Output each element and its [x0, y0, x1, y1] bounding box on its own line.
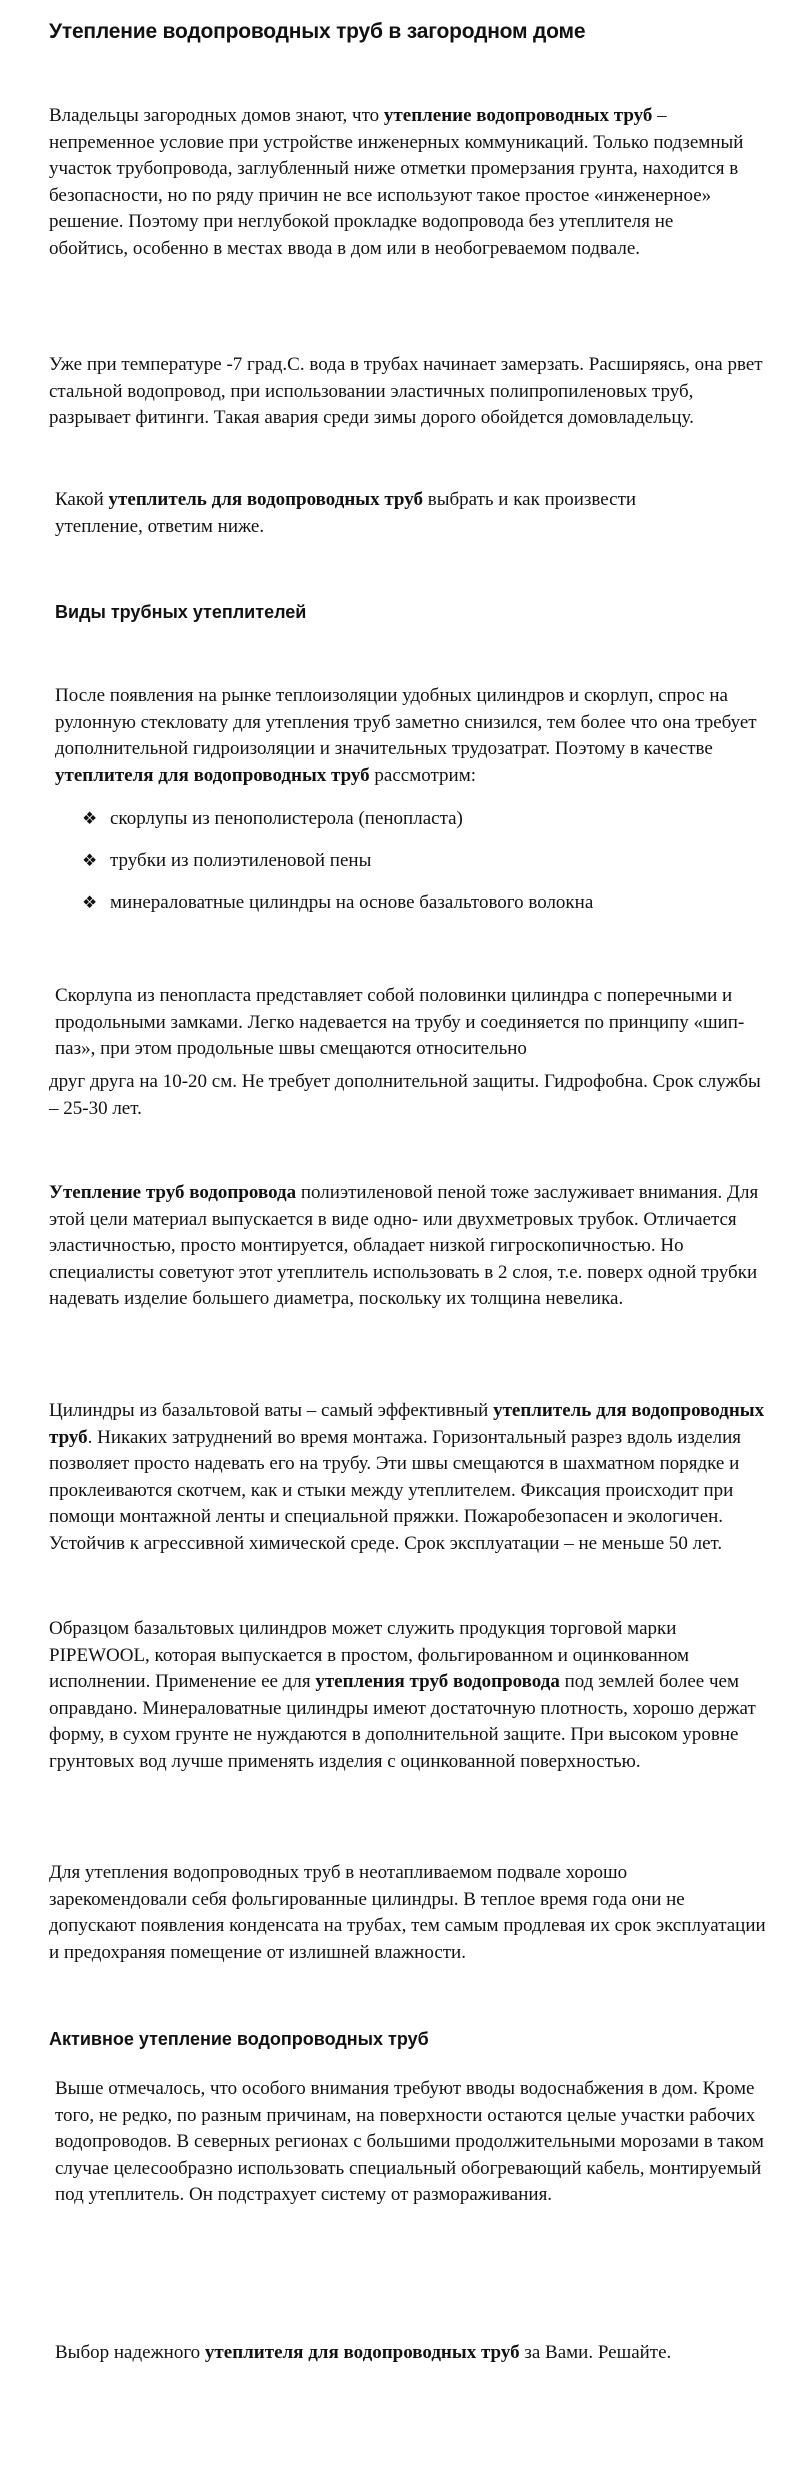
conclusion-text-end: за Вами. Решайте. — [519, 2342, 672, 2363]
pipewool-text-end: под землей более чем оправдано. Минераловатные цилиндры имеют достаточную плотность, хорошо держат форму, в сухом грунте не нуждаются в дополнительной защите. При высоком уровне грунтовых вод лучше применять изделия с оцинкованной поверхностью. — [49, 1671, 756, 1772]
pipewool-text-start: Образцом базальтовых цилиндров может служить продукция торговой марки PIPEWOOL, которая выпускается в простом, фольгированном и оцинкованном исполнении. Применение ее для — [49, 1618, 690, 1693]
foam-shell-paragraph: Скорлупа из пенопласта представляет собой половинки цилиндра с поперечными и продольными замками. Легко надевается на трубу и соединяется по принципу «шип-паз», при этом продольные швы смещаются относительно — [55, 985, 745, 1060]
basement-paragraph: Для утепления водопроводных труб в неотапливаемом подвале хорошо зарекомендовали себя фольгированные цилиндры. В теплое время года они не допускают появления конденсата на трубах, тем самым продлевая их срок эксплуатации и предохраняя помещение от излишней влажности. — [49, 1862, 766, 1963]
intro-paragraph — [49, 103, 749, 263]
types-intro-paragraph — [55, 683, 775, 789]
section-heading-active: Активное утепление водопроводных труб — [49, 2029, 429, 2049]
foam-shell-paragraph-continued: друг друга на 10-20 см. Не требует дополнительной защиты. Гидрофобна. Срок службы – 25-30 лет. — [49, 1071, 761, 1119]
polyethylene-paragraph — [49, 1180, 774, 1313]
section-heading-types: Виды трубных утеплителей — [55, 602, 307, 622]
which-text-start: Какой — [55, 489, 109, 510]
insulation-types-list — [82, 806, 762, 932]
intro-bold-phrase: утепление водопроводных труб — [383, 105, 653, 126]
conclusion-text-start: Выбор надежного — [55, 2342, 205, 2363]
polyethylene-bold-phrase: Утепление труб водопровода — [49, 1182, 297, 1203]
diamond-bullet-icon: ❖ — [82, 893, 98, 912]
pipewool-paragraph — [49, 1616, 769, 1776]
pipewool-bold-phrase: утепления труб водопровода — [315, 1671, 560, 1693]
active-heating-paragraph: Выше отмечалось, что особого внимания требуют вводы водоснабжения в дом. Кроме того, не редко, по разным причинам, на поверхности остаются целые участки рабочих водопроводов. В северных регионах с большими продолжительными морозами в таком случае целесообразно использовать специальный обогревающий кабель, монтируемый под утеплитель. Он подстрахует систему от размораживания. — [55, 2078, 764, 2206]
types-text-end: рассмотрим: — [369, 764, 476, 786]
types-bold-phrase: утеплителя для водопроводных труб — [55, 764, 370, 786]
diamond-bullet-icon: ❖ — [82, 851, 98, 870]
basalt-text-end: . Никаких затруднений во время монтажа. Горизонтальный разрез вдоль изделия позволяет просто надевать его на трубу. Эти швы смещаются в шахматном порядке и проклеиваются скотчем, как и стыки между утеплителем. Фиксация происходит при помощи монтажной ленты и специальной пряжки. Пожаробезопасен и экологичен. Устойчив к агрессивной химической среде. Срок эксплуатации – не меньше 50 лет. — [49, 1426, 742, 1554]
basalt-text-start: Цилиндры из базальтовой ваты – самый эффективный — [49, 1400, 494, 1421]
conclusion-paragraph — [55, 2340, 775, 2367]
intro-text-end: – непременное условие при устройстве инженерных коммуникаций. Только подземный участок трубопровода, заглубленный ниже отметки промерзания грунта, находится в безопасности, но по ряду причин не все используют такое простое «инженерное» решение. Поэтому при неглубокой прокладке водопровода без утеплителя не обойтись, особенно в местах ввода в дом или в необогреваемом подвале. — [49, 105, 744, 259]
basalt-bold-phrase: утеплитель для водопроводных труб — [49, 1400, 765, 1448]
basalt-paragraph — [49, 1398, 769, 1558]
conclusion-bold-phrase: утеплителя для водопроводных труб — [204, 2342, 520, 2363]
list-item-text: минераловатные цилиндры на основе базальтового волокна — [110, 892, 594, 913]
intro-text-start: Владельцы загородных домов знают, что — [49, 105, 384, 126]
page-title: Утепление водопроводных труб в загородном доме — [49, 20, 586, 43]
polyethylene-text: полиэтиленовой пеной тоже заслуживает внимания. Для этой цели материал выпускается в виде одно- или двухметровых трубок. Отличается эластичностью, просто монтируется, обладает низкой гигроскопичностью. Но специалисты советуют этот утеплитель использовать в 2 слоя, т.е. поверх одной трубки надевать изделие большего диаметра, поскольку их толщина невелика. — [49, 1182, 759, 1310]
list-item-text: трубки из полиэтиленовой пены — [110, 850, 372, 871]
which-bold-phrase: утеплитель для водопроводных труб — [108, 489, 423, 510]
list-item — [82, 848, 762, 890]
freezing-paragraph: Уже при температуре -7 град.С. вода в трубах начинает замерзать. Расширяясь, она рвет стальной водопровод, при использовании эластичных полипропиленовых труб, разрывает фитинги. Такая авария среди зимы дорого обойдется домовладельцу. — [49, 354, 763, 429]
which-insulation-paragraph — [55, 487, 695, 540]
types-text-start: После появления на рынке теплоизоляции удобных цилиндров и скорлуп, спрос на рулонную стекловату для утепления труб заметно снизился, тем более что она требует дополнительной гидроизоляции и значительных трудозатрат. Поэтому в качестве — [55, 685, 757, 760]
which-text-end: выбрать и как произвести утепление, ответим ниже. — [55, 489, 637, 537]
list-item-text: скорлупы из пенополистерола (пенопласта) — [110, 808, 463, 829]
list-item — [82, 890, 762, 932]
diamond-bullet-icon: ❖ — [82, 809, 98, 828]
list-item — [82, 806, 762, 848]
